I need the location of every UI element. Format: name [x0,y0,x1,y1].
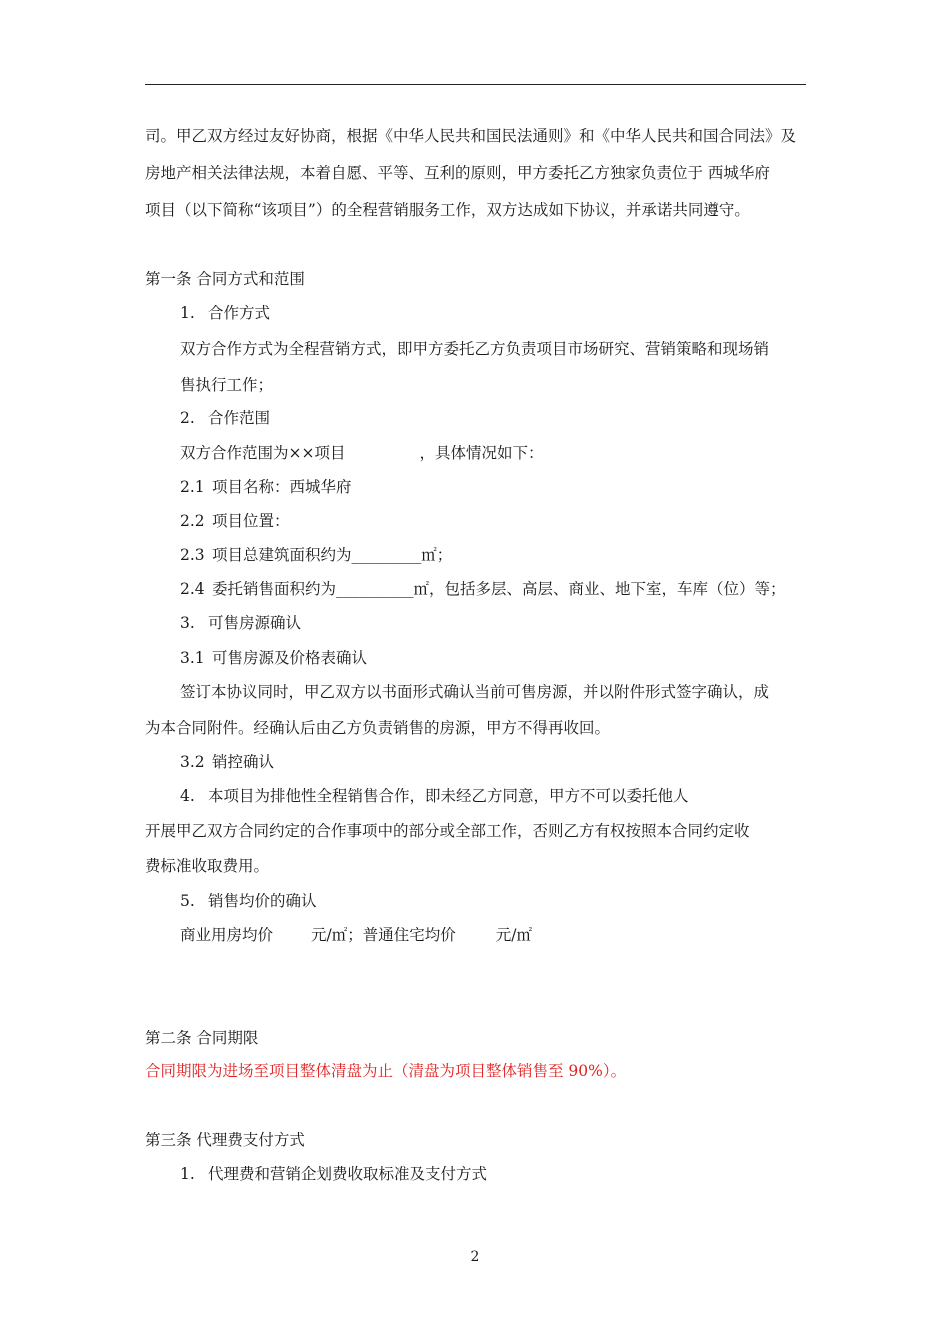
item-label: 合作范围 [208,409,271,427]
item-number: 2. [180,409,195,427]
sub-item [180,579,786,599]
sub-item [180,648,367,668]
scope-text-a: 双方合作范围为××项目 [180,444,346,462]
paragraph-line: 费标准收取费用。 [145,857,270,875]
article-heading: 第二条 合同期限 [145,1029,259,1047]
sub-text: 委托销售面积约为__________㎡，包括多层、高层、商业、地下室，车库（位）等； [212,580,786,598]
page-number: 2 [470,1249,480,1265]
list-item [180,786,689,806]
paragraph-line [180,443,544,463]
paragraph-line: 司。甲乙双方经过友好协商，根据《中华人民共和国民法通则》和《中华人民共和国合同法》及 [145,127,797,145]
sub-number: 3.1 [180,649,205,667]
sub-text: 销控确认 [212,753,275,771]
list-item [180,408,270,428]
list-item [180,303,270,323]
sub-text: 项目位置： [212,512,290,530]
item-label: 本项目为排他性全程销售合作，即未经乙方同意，甲方不可以委托他人 [208,787,689,805]
sub-item [180,477,352,497]
list-item [180,613,301,633]
paragraph-line: 签订本协议同时，甲乙双方以书面形式确认当前可售房源，并以附件形式签字确认，成 [180,683,770,701]
paragraph-line: 房地产相关法律法规，本着自愿、平等、互利的原则，甲方委托乙方独家负责位于 西城华府 [145,164,770,182]
sub-text: 项目名称：西城华府 [212,478,352,496]
paragraph-line: 双方合作方式为全程营销方式，即甲方委托乙方负责项目市场研究、营销策略和现场销 [180,340,770,358]
item-label: 可售房源确认 [208,614,302,632]
item-number: 5. [180,892,195,910]
sub-number: 2.1 [180,478,205,496]
item-label: 销售均价的确认 [208,892,317,910]
sub-number: 3.2 [180,753,205,771]
sub-number: 2.3 [180,546,205,564]
price-residential-label: 元/㎡；普通住宅均价 [311,926,456,944]
sub-text: 项目总建筑面积约为_________㎡； [212,546,453,564]
paragraph-line [180,925,532,945]
item-label: 合作方式 [208,304,271,322]
item-number: 1. [180,1165,195,1183]
sub-number: 2.2 [180,512,205,530]
paragraph-line: 为本合同附件。经确认后由乙方负责销售的房源，甲方不得再收回。 [145,719,611,737]
sub-number: 2.4 [180,580,205,598]
item-label: 代理费和营销企划费收取标准及支付方式 [208,1165,488,1183]
sub-item [180,752,274,772]
list-item [180,1164,487,1184]
article-heading: 第一条 合同方式和范围 [145,270,305,288]
scope-text-b: ，具体情况如下： [419,444,544,462]
paragraph-line: 项目（以下简称“该项目”）的全程营销服务工作，双方达成如下协议，并承诺共同遵守。 [145,201,750,219]
sub-item [180,511,290,531]
header-rule [145,84,806,85]
price-unit: 元/㎡ [495,926,532,944]
item-number: 3. [180,614,195,632]
price-commercial-label: 商业用房均价 [180,926,274,944]
sub-text: 可售房源及价格表确认 [212,649,368,667]
sub-item [180,545,452,565]
list-item [180,891,317,911]
item-number: 1. [180,304,195,322]
contract-term-text: 合同期限为进场至项目整体清盘为止（清盘为项目整体销售至 90%）。 [145,1062,627,1080]
paragraph-line: 售执行工作； [180,376,274,394]
paragraph-line: 开展甲乙双方合同约定的合作事项中的部分或全部工作，否则乙方有权按照本合同约定收 [145,822,750,840]
item-number: 4. [180,787,195,805]
article-heading: 第三条 代理费支付方式 [145,1131,305,1149]
